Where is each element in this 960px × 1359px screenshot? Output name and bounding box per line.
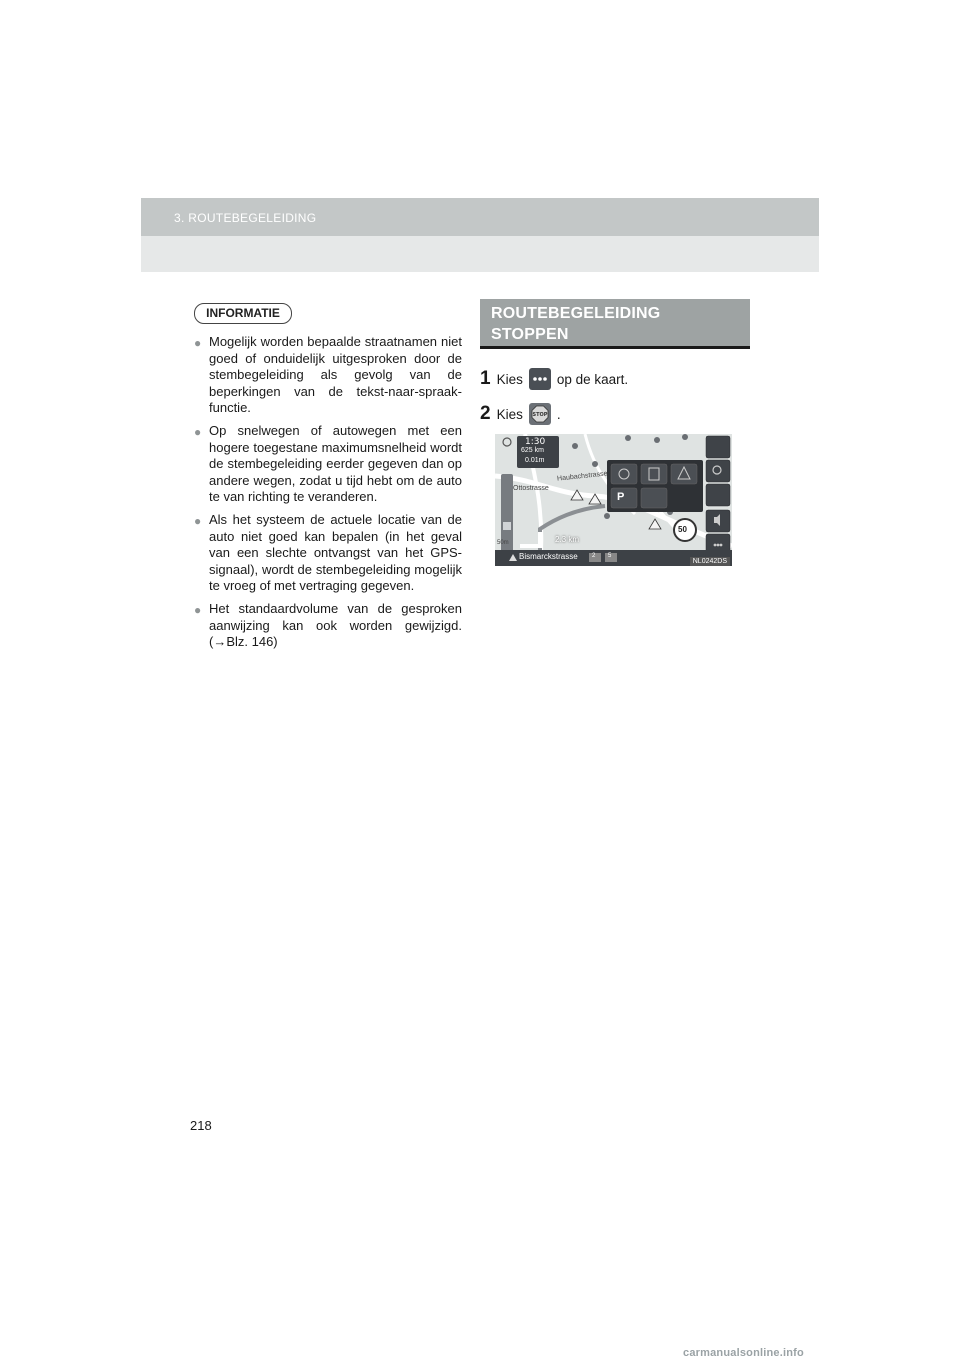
navigation-screen [495,434,732,566]
watermark: carmanualsonline.info [683,1347,804,1359]
time-readout: 1:30 [525,437,546,447]
step-2: 2 Kies STOP . [480,403,561,424]
svg-text:STOP: STOP [532,412,548,418]
figure-code: NL0242DS [690,557,730,566]
bullet-icon: ● [194,513,202,528]
street-label: Haubachstrasse [556,470,608,483]
parking-button: P [617,491,625,503]
info-item: ● Mogelijk worden bepaalde straatnamen niet goed of onduidelijk uitgesproken door de stembegeleiding als gevolg van de beperkingen van de tekst-naar-spraak-functie. [194,334,462,416]
info-badge: INFORMATIE [194,303,292,324]
turn-distance: 2.3 km [555,535,580,544]
stop-sign-icon [529,403,551,425]
total-distance: 625 km [521,447,544,454]
running-header: 3. ROUTEBEGELEIDING [174,211,317,225]
step-1: 1 Kies op de kaart. [480,368,629,389]
info-list [194,334,462,657]
section-title: ROUTEBEGELEIDING STOPPEN [480,299,750,349]
next-distance: 0.01m [525,457,545,464]
bullet-icon: ● [194,424,202,439]
street-label: Ottostrasse [513,485,549,492]
lane-badge: 5 [608,553,612,559]
current-street: Bismarckstrasse [519,552,578,561]
page-number: 218 [190,1118,212,1133]
speed-limit-sign: 50 [678,525,687,534]
info-item: ● Het standaardvolume van de gesproken aanwijzing kan ook worden gewijzigd. (→Blz. 146) [194,600,462,650]
bullet-icon: ● [194,336,202,350]
scale-label: 50m [497,540,509,546]
lane-badge: 2 [592,553,596,559]
more-dots-icon [529,368,551,390]
info-item: ● Als het systeem de actuele locatie van de auto niet goed kan bepalen (in het geval van een slechte ontvangst van het GPS-signaal), wordt de stembegeleiding mogelijk te vroeg of met vertraging gegeven. [194,511,462,594]
info-item: ● Op snelwegen of autowegen met een hogere toegestane maximumsnelheid wordt de stembegeleiding eerder gegeven dan op andere wegen, zodat u tijd hebt om de auto te van richting te veranderen. [194,422,462,505]
bullet-icon: ● [194,602,202,617]
